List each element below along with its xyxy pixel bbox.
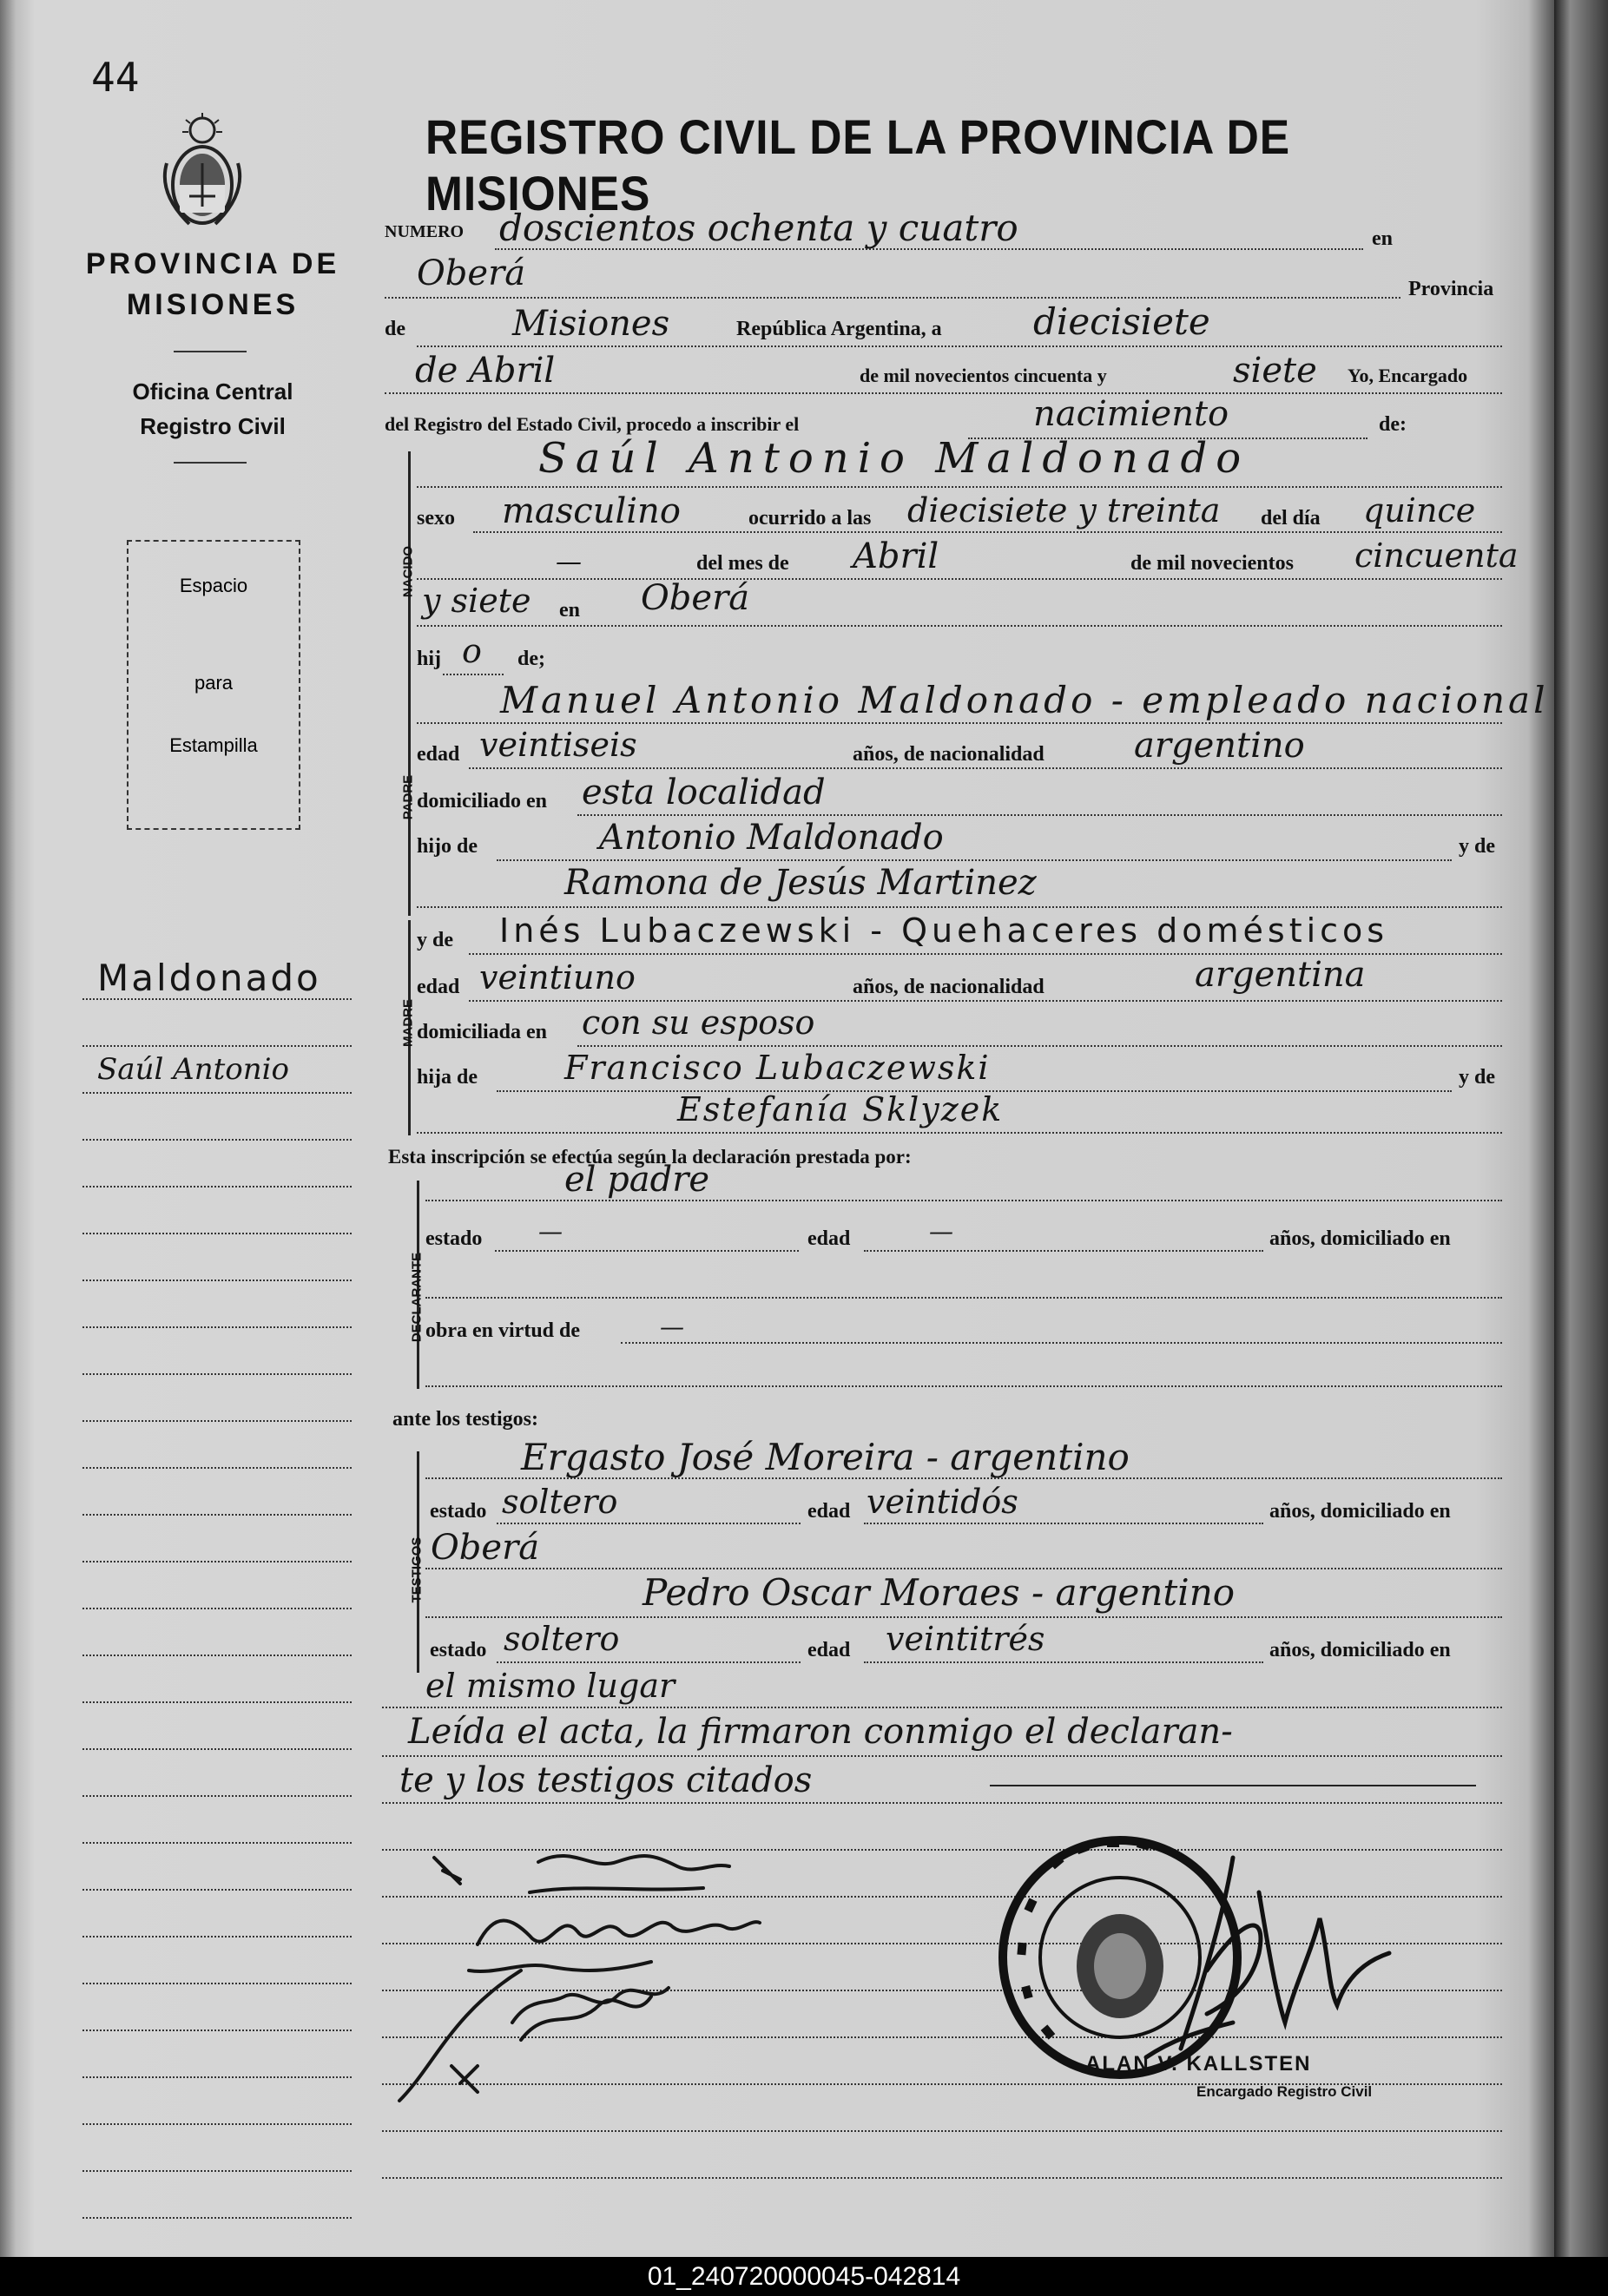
- value-padre-nombre: Manuel Antonio Maldonado - empleado nacional: [500, 679, 1549, 721]
- label-numero: NUMERO: [385, 222, 465, 241]
- divider: [174, 462, 247, 464]
- label-anos-domiciliado: años, domiciliado en: [1269, 1639, 1451, 1661]
- value-padre-edad: veintiseis: [479, 726, 637, 764]
- label-y-de: y de: [1459, 1066, 1495, 1089]
- margin-ruled-line: [82, 1467, 352, 1469]
- value-anio-nacimiento-2: y siete: [422, 582, 531, 620]
- label-y-de: y de: [417, 929, 453, 951]
- label-anos-nacionalidad: años, de nacionalidad: [853, 743, 1045, 766]
- value-padre-padre: Antonio Maldonado: [599, 818, 944, 858]
- margin-ruled-line: [82, 1233, 352, 1234]
- margin-ruled-line: [82, 1842, 352, 1844]
- margin-ruled-line: [82, 1514, 352, 1516]
- value-dash: —: [556, 547, 582, 577]
- label-del-dia: del día: [1261, 507, 1321, 530]
- value-dia-inscripcion: diecisiete: [1033, 300, 1210, 343]
- label-de: de: [385, 318, 405, 340]
- label-del-registro: del Registro del Estado Civil, procedo a inscribir el: [385, 413, 800, 435]
- label-en: en: [1372, 227, 1393, 250]
- label-edad: edad: [417, 976, 460, 998]
- value-dia-nacimiento: quince: [1363, 491, 1476, 530]
- value-testigo-2-estado: soltero: [504, 1620, 620, 1658]
- closing-text-1: Leída el acta, la firmaron conmigo el declaran-: [408, 1712, 1233, 1752]
- value-hij-suffix: o: [462, 632, 482, 670]
- value-anio-nacimiento-1: cincuenta: [1354, 536, 1519, 575]
- section-label-padre: PADRE: [400, 774, 416, 820]
- section-label-nacido: NACIDO: [400, 545, 416, 598]
- label-anos-nacionalidad: años, de nacionalidad: [853, 976, 1045, 998]
- value-testigo-2: Pedro Oscar Moraes - argentino: [643, 1571, 1236, 1614]
- page-number: 44: [91, 54, 140, 101]
- value-testigo-1: Ergasto José Moreira - argentino: [521, 1436, 1130, 1478]
- margin-ruled-line: [82, 1936, 352, 1937]
- office-line-2: Registro Civil: [140, 413, 286, 439]
- value-madre-nacionalidad: argentina: [1195, 955, 1366, 995]
- value-madre-madre: Estefanía Sklyzek: [677, 1090, 1004, 1128]
- label-del-mes: del mes de: [696, 552, 789, 575]
- value-numero: doscientos ochenta y cuatro: [499, 207, 1018, 249]
- margin-ruled-line: [82, 1326, 352, 1328]
- label-republica: República Argentina, a: [736, 318, 942, 340]
- value-padre-madre: Ramona de Jesús Martinez: [564, 863, 1037, 903]
- margin-ruled-line: [82, 1561, 352, 1562]
- province-title-2: MISIONES: [126, 288, 300, 321]
- book-spine: [1554, 0, 1608, 2257]
- value-anio-inscripcion: siete: [1233, 351, 1317, 391]
- label-hijo-de: hijo de: [417, 835, 478, 858]
- label-y-de: y de: [1459, 835, 1495, 858]
- margin-given-names: Saúl Antonio: [97, 1052, 289, 1087]
- value-madre-padre: Francisco Lubaczewski: [564, 1049, 991, 1087]
- coat-of-arms-icon: [155, 111, 250, 233]
- value-localidad: Oberá: [417, 253, 526, 293]
- margin-ruled-line: [82, 1420, 352, 1422]
- margin-ruled-line: [82, 1092, 352, 1094]
- section-label-testigos: TESTIGOS: [409, 1536, 425, 1603]
- value-mes-inscripcion: de Abril: [415, 351, 556, 391]
- value-provincia: Misiones: [512, 304, 670, 344]
- province-title-1: PROVINCIA DE: [85, 247, 340, 280]
- value-declarante-edad: —: [929, 1217, 953, 1246]
- value-testigo-1-estado: soltero: [502, 1483, 618, 1521]
- label-de-colon: de:: [1379, 413, 1407, 436]
- value-mes-nacimiento: Abril: [853, 536, 939, 576]
- label-edad: edad: [807, 1227, 851, 1250]
- margin-surname: Maldonado: [97, 957, 321, 999]
- office-line-1: Oficina Central: [132, 378, 293, 405]
- label-mil-novecientos: de mil novecientos cincuenta y: [860, 365, 1107, 386]
- signature-ruled-line: [382, 2177, 1502, 2179]
- section-label-madre: MADRE: [400, 999, 416, 1047]
- value-sexo: masculino: [502, 491, 681, 531]
- official-name: ALAN V. KALLSTEN: [1085, 2052, 1312, 2076]
- margin-ruled-line: [82, 1608, 352, 1609]
- label-anos-domiciliado: años, domiciliado en: [1269, 1227, 1451, 1250]
- value-madre-edad: veintiuno: [479, 958, 636, 997]
- label-hij: hij: [417, 648, 442, 670]
- closing-strike: [990, 1785, 1476, 1786]
- label-sexo: sexo: [417, 507, 455, 530]
- label-anos-domiciliado: años, domiciliado en: [1269, 1500, 1451, 1523]
- value-testigo-1-domicilio: Oberá: [431, 1528, 540, 1568]
- value-testigo-2-domicilio: el mismo lugar: [425, 1667, 675, 1705]
- official-signature-icon: [1129, 1840, 1407, 2083]
- value-madre-domicilio: con su esposo: [582, 1003, 815, 1042]
- value-hora: diecisiete y treinta: [907, 491, 1221, 530]
- value-lugar-nacimiento: Oberá: [641, 578, 750, 618]
- closing-text-2: te y los testigos citados: [399, 1760, 813, 1800]
- stamp-box-text-3: Estampilla: [169, 734, 258, 756]
- stamp-box-text-1: Espacio: [179, 575, 248, 596]
- margin-ruled-line: [82, 1983, 352, 1984]
- label-edad: edad: [807, 1500, 851, 1523]
- margin-ruled-line: [82, 1186, 352, 1187]
- label-edad: edad: [417, 743, 460, 766]
- label-estado: estado: [430, 1639, 487, 1661]
- value-padre-domicilio: esta localidad: [582, 773, 826, 812]
- value-declarante: el padre: [564, 1160, 710, 1200]
- label-obra: obra en virtud de: [425, 1319, 581, 1342]
- margin-ruled-line: [82, 1889, 352, 1891]
- value-obra: —: [660, 1312, 684, 1341]
- margin-ruled-line: [82, 2217, 352, 2219]
- stamp-box: [127, 540, 300, 830]
- label-en: en: [559, 599, 580, 622]
- margin-ruled-line: [82, 1795, 352, 1797]
- margin-ruled-line: [82, 1373, 352, 1375]
- label-de-mil-novecientos: de mil novecientos: [1130, 552, 1294, 575]
- margin-ruled-line: [82, 2123, 352, 2125]
- page-title: REGISTRO CIVIL DE LA PROVINCIA DE MISIONES: [425, 109, 1290, 220]
- official-title: Encargado Registro Civil: [1196, 2083, 1373, 2100]
- signatures-scribbles: [382, 1840, 868, 2118]
- label-inscripcion: Esta inscripción se efectúa según la declaración prestada por:: [388, 1146, 912, 1168]
- label-hija-de: hija de: [417, 1066, 478, 1089]
- margin-ruled-line: [82, 2170, 352, 2172]
- label-domiciliada-en: domiciliada en: [417, 1021, 548, 1043]
- value-padre-nacionalidad: argentino: [1134, 726, 1305, 766]
- margin-ruled-line: [82, 1280, 352, 1281]
- label-yo-encargado: Yo, Encargado: [1348, 365, 1468, 386]
- section-label-declarante: DECLARANTE: [409, 1252, 425, 1343]
- value-nombre-nacido: Saúl Antonio Maldonado: [538, 434, 1250, 483]
- stamp-box-text-2: para: [194, 672, 234, 694]
- value-testigo-2-edad: veintitrés: [886, 1620, 1045, 1658]
- signature-ruled-line: [382, 2130, 1502, 2132]
- label-provincia: Provincia: [1408, 278, 1494, 300]
- label-ante-testigos: ante los testigos:: [392, 1408, 538, 1431]
- label-edad: edad: [807, 1639, 851, 1661]
- margin-ruled-line: [82, 1748, 352, 1750]
- value-acto: nacimiento: [1033, 394, 1229, 434]
- margin-ruled-line: [82, 2076, 352, 2078]
- value-madre-nombre: Inés Lubaczewski - Quehaceres domésticos: [499, 911, 1389, 950]
- label-estado: estado: [430, 1500, 487, 1523]
- margin-ruled-line: [82, 1655, 352, 1656]
- label-estado: estado: [425, 1227, 483, 1250]
- margin-ruled-line: [82, 1139, 352, 1141]
- value-testigo-1-edad: veintidós: [867, 1483, 1018, 1521]
- margin-ruled-line: [82, 2030, 352, 2031]
- margin-ruled-line: [82, 1045, 352, 1047]
- margin-ruled-line: [82, 998, 352, 1000]
- image-id-footer: 01_240720000045-042814: [0, 2257, 1608, 2296]
- label-de-semicolon: de;: [517, 648, 545, 670]
- label-ocurrido: ocurrido a las: [748, 507, 872, 530]
- margin-ruled-line: [82, 1701, 352, 1703]
- label-domiciliado-en: domiciliado en: [417, 790, 548, 812]
- value-declarante-estado: —: [538, 1217, 563, 1246]
- divider: [174, 351, 247, 352]
